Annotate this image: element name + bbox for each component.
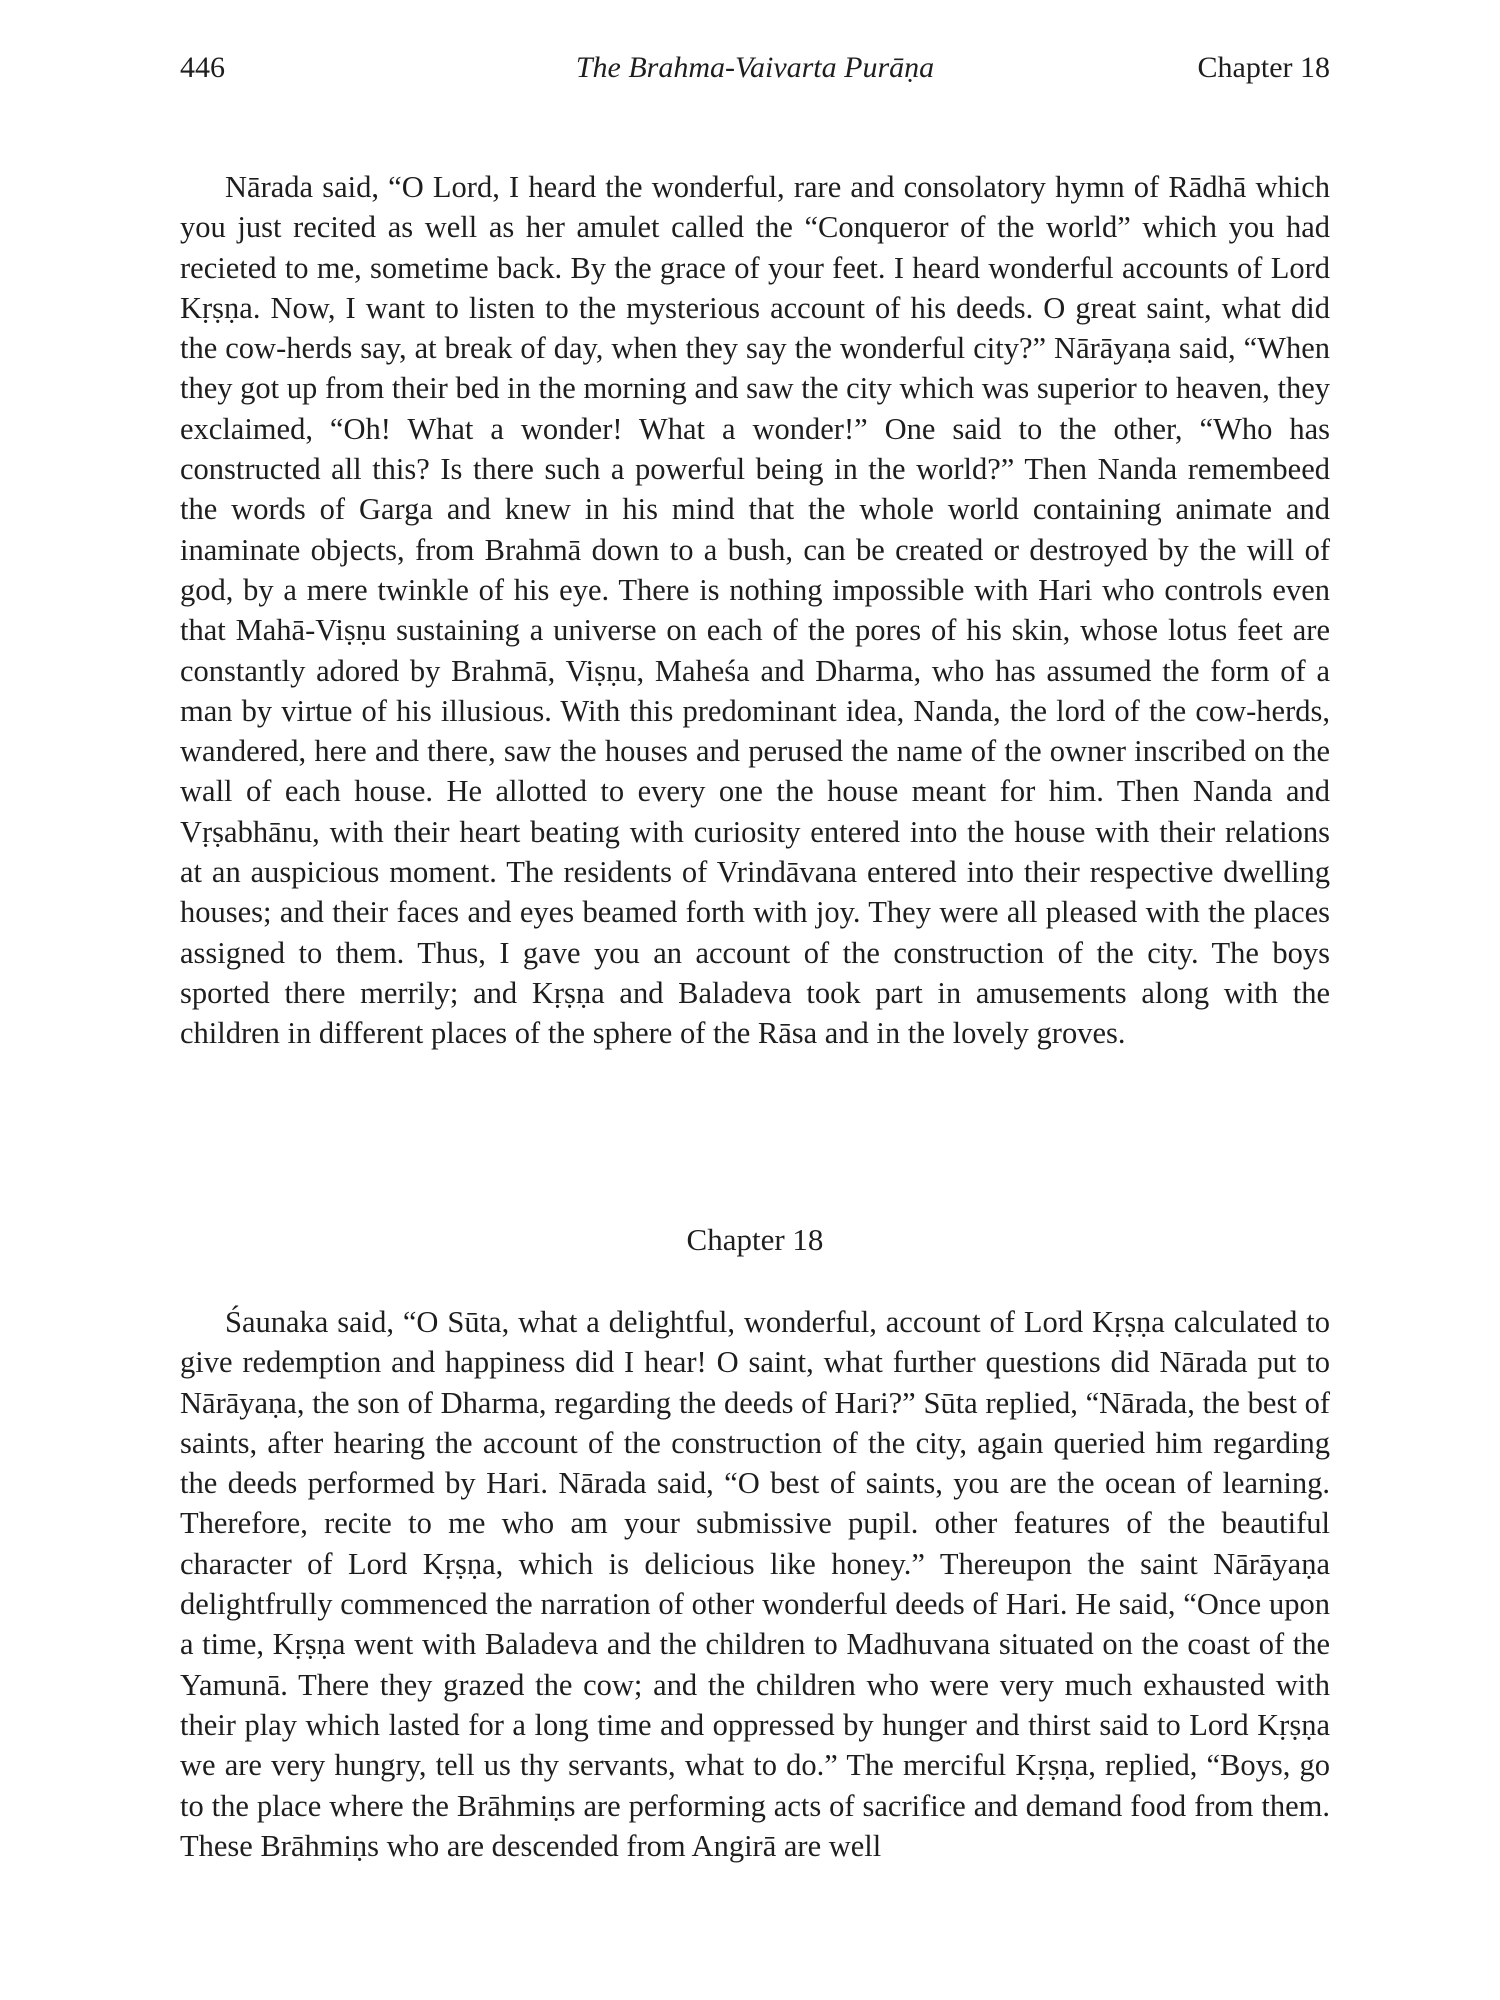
book-title: The Brahma-Vaivarta Purāṇa <box>575 51 935 84</box>
body-paragraph: Śaunaka said, “O Sūta, what a delightful, wonderful, account of Lord Kṛṣṇa calculated to give redemption and happiness did I hear! O saint, what further questions did Nārada put to Nārāyaṇa, the son of Dharma, regarding the deeds of Hari?” Sūta replied, “Nārada, the best of saints, after hearing the account of the construction of the city, again queried him regarding the deeds performed by Hari. Nārada said, “O best of saints, you are the ocean of learning. Therefore, recite to me who am your submissive pupil. other features of the beautiful character of Lord Kṛṣṇa, which is delicious like honey.” Thereupon the saint Nārāyaṇa delightfrully commenced the narration of other wonderful deeds of Hari. He said, “Once upon a time, Kṛṣṇa went with Baladeva and the children to Madhuvana situated on the coast of the Yamunā. There they grazed the cow; and the children who were very much exhausted with their play which lasted for a long time and oppressed by hunger and thirst said to Lord Kṛṣṇa we are very hungry, tell us thy servants, what to do.” The merciful Kṛṣṇa, replied, “Boys, go to the place where the Brāhmiṇs are performing acts of sacrifice and demand food from them. These Brāhmiṇs who are descended from Angirā are well <box>180 1305 1330 1863</box>
body-paragraph: Nārada said, “O Lord, I heard the wonderful, rare and consolatory hymn of Rādhā which you just recited as well as her amulet called the “Conqueror of the world” which you had recieted to me, sometime back. By the grace of your feet. I heard wonderful accounts of Lord Kṛṣṇa. Now, I want to listen to the mysterious account of his deeds. O great saint, what did the cow-herds say, at break of day, when they say the wonderful city?” Nārāyaṇa said, “When they got up from their bed in the morning and saw the city which was superior to heaven, they exclaimed, “Oh! What a wonder! What a wonder!” One said to the other, “Who has constructed all this? Is there such a powerful being in the world?” Then Nanda remembeed the words of Garga and knew in his mind that the whole world containing animate and inaminate objects, from Brahmā down to a bush, can be created or destroyed by the will of god, by a mere twinkle of his eye. There is nothing impossible with Hari who controls even that Mahā-Viṣṇu sustaining a universe on each of the pores of his skin, whose lotus feet are constantly adored by Brahmā, Viṣṇu, Maheśa and Dharma, who has assumed the form of a man by virtue of his illusious. With this predominant idea, Nanda, the lord of the cow-herds, wandered, here and there, saw the houses and perused the name of the owner inscribed on the wall of each house. He allotted to every one the house meant for him. Then Nanda and Vṛṣabhānu, with their heart beating with curiosity entered into the house with their relations at an auspicious moment. The residents of Vrindāvana entered into their respective dwelling houses; and their faces and eyes beamed forth with joy. They were all pleased with the places assigned to them. Thus, I gave you an account of the construction of the city. The boys sported there merrily; and Kṛṣṇa and Baladeva took part in amusements along with the children in different places of the sphere of the Rāsa and in the lovely groves. <box>180 170 1330 1051</box>
book-page <box>180 0 1330 2000</box>
chapter-heading: Chapter 18 <box>686 1222 824 1257</box>
running-header <box>180 48 1330 88</box>
running-chapter-label: Chapter 18 <box>1197 51 1330 84</box>
page-number: 446 <box>180 51 225 84</box>
